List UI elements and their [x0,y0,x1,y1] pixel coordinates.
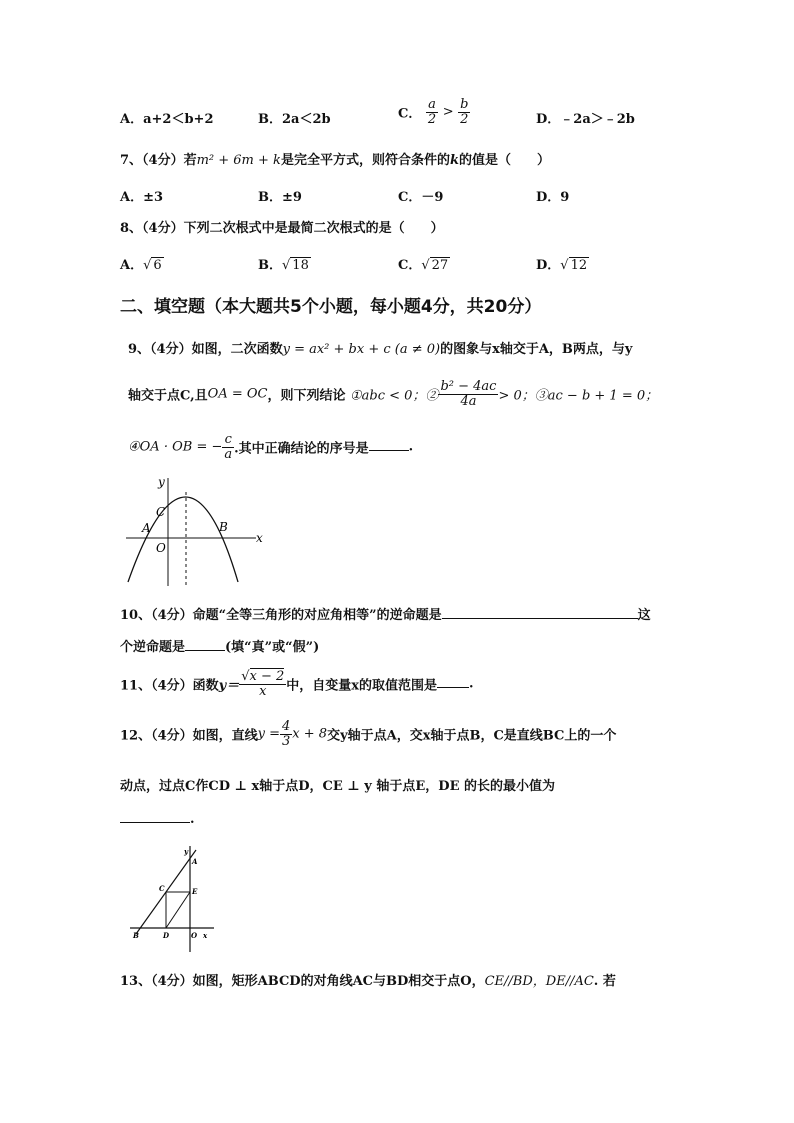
q9-answer-blank[interactable] [369,449,409,451]
q7-option-b: B．±9 [258,190,302,205]
q6-option-c: C． $\frac{a}{2}$ > $\frac{b}{2}$ [398,97,469,127]
point-a-label: A [192,857,198,866]
q6-option-a: A．a+2＜b+2 [120,112,214,127]
point-a-label: A [142,521,151,535]
q7-option-c: C．－9 [398,190,444,205]
q12-answer-blank[interactable] [120,821,190,823]
x-axis-label: x [256,531,263,545]
q9-parabola-figure [120,472,270,590]
q6-option-b: B．2a＜2b [258,112,331,127]
q12-line-1: 12、（4分）如图，直线y = $\frac{4}{3}$ x + 8交y轴于点A，交x轴于点B，C是直线BC上的一个 [120,719,617,749]
y-axis-label: y [158,475,165,489]
q7-option-a: A．±3 [120,190,164,205]
origin-label: O [191,931,198,940]
point-c-label: C [156,505,166,519]
q12-line-3: . [120,812,195,827]
section-heading: 二、填空题（本大题共5个小题，每小题4分，共20分） [120,297,542,317]
segment-de [166,892,190,928]
q8-option-a: A．√ 6 [120,258,162,273]
q7-stem: 7、（4分）若m² + 6m + k是完全平方式，则符合条件的k的值是（ ） [120,153,550,168]
point-b-label: B [219,520,228,534]
q9-line-3: ④OA · OB = − $\frac{c}{a}$ .其中正确结论的序号是 . [128,432,414,462]
point-c-label: C [159,884,165,893]
q11-line: 11、（4分）函数y＝ $\frac{√x - 2}{x}$ 中，自变量x的取值范围是 . [120,669,474,699]
y-axis-label: y [184,847,189,856]
origin-label: O [156,541,166,555]
q6-option-d: D．﹣2a＞﹣2b [536,112,635,127]
q9-line-1: 9、（4分）如图，二次函数y = ax² + bx + c (a ≠ 0)的图象与x轴交于A，B两点，与y [128,342,633,357]
point-e-label: E [192,887,198,896]
q12-line-figure [128,842,220,954]
q10-converse-blank[interactable] [442,617,638,619]
q10-true-false-blank[interactable] [185,649,225,651]
x-axis-label: x [203,931,208,940]
q11-answer-blank[interactable] [437,686,469,688]
parabola-curve [128,497,238,582]
q12-line-2: 动点，过点C作CD ⊥ x轴于点D，CE ⊥ y 轴于点E，DE 的长的最小值为 [120,779,556,794]
q10-line-1: 10、（4分）命题“全等三角形的对应角相等”的逆命题是 这 [120,608,651,623]
point-b-label: B [133,931,139,940]
point-d-label: D [163,931,170,940]
q8-option-d: D．√ 12 [536,258,588,273]
q8-option-c: C．√ 27 [398,258,449,273]
q13-line: 13、（4分）如图，矩形ABCD的对角线AC与BD相交于点O，CE//BD，DE//AC. 若 [120,974,616,989]
q8-option-b: B．√ 18 [258,258,309,273]
q9-line-2: 轴交于点C,且OA = OC，则下列结论 ①abc < 0；② $\frac{\text{b² − 4ac}}{4a}$ > 0；③ac − b + 1 = 0； [128,379,659,409]
q7-option-d: D．9 [536,190,570,205]
q8-stem: 8、（4分）下列二次根式中是最简二次根式的是（ ） [120,221,444,236]
q10-line-2: 个逆命题是 (填“真”或“假”) [120,640,320,655]
